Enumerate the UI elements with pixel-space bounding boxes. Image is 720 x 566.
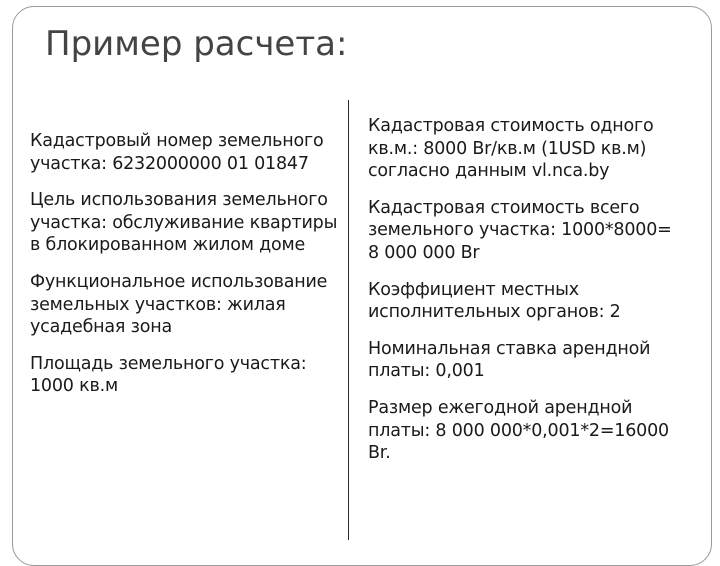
functional-use-item: Функциональное использование земельных участков: жилая усадебная зона bbox=[30, 271, 328, 338]
nominal-rate-item: Номинальная ставка арендной платы: 0,001 bbox=[368, 338, 651, 382]
cadastral-number-item: Кадастровый номер земельного участка: 6232000000 01 01847 bbox=[30, 131, 324, 174]
land-use-purpose-item: Цель использования земельного участка: обслуживание квартиры в блокированном жилом доме bbox=[30, 190, 338, 256]
left-column bbox=[30, 130, 340, 412]
column-divider bbox=[348, 100, 349, 540]
cost-per-sqm-item: Кадастровая стоимость одного кв.м.: 8000 Br/кв.м (1USD кв.м) согласно данным vl.nca.by bbox=[368, 116, 654, 182]
slide-title: Пример расчета: bbox=[45, 24, 348, 64]
local-coefficient-item: Коэффициент местных исполнительных органов: 2 bbox=[368, 279, 621, 323]
land-area-item: Площадь земельного участка: 1000 кв.м bbox=[30, 353, 307, 397]
right-column bbox=[368, 115, 673, 479]
annual-rent-item: Размер ежегодной арендной платы: 8 000 000*0,001*2=16000 Br. bbox=[368, 397, 669, 464]
total-cost-item: Кадастровая стоимость всего земельного участка: 1000*8000= 8 000 000 Br bbox=[368, 197, 672, 263]
